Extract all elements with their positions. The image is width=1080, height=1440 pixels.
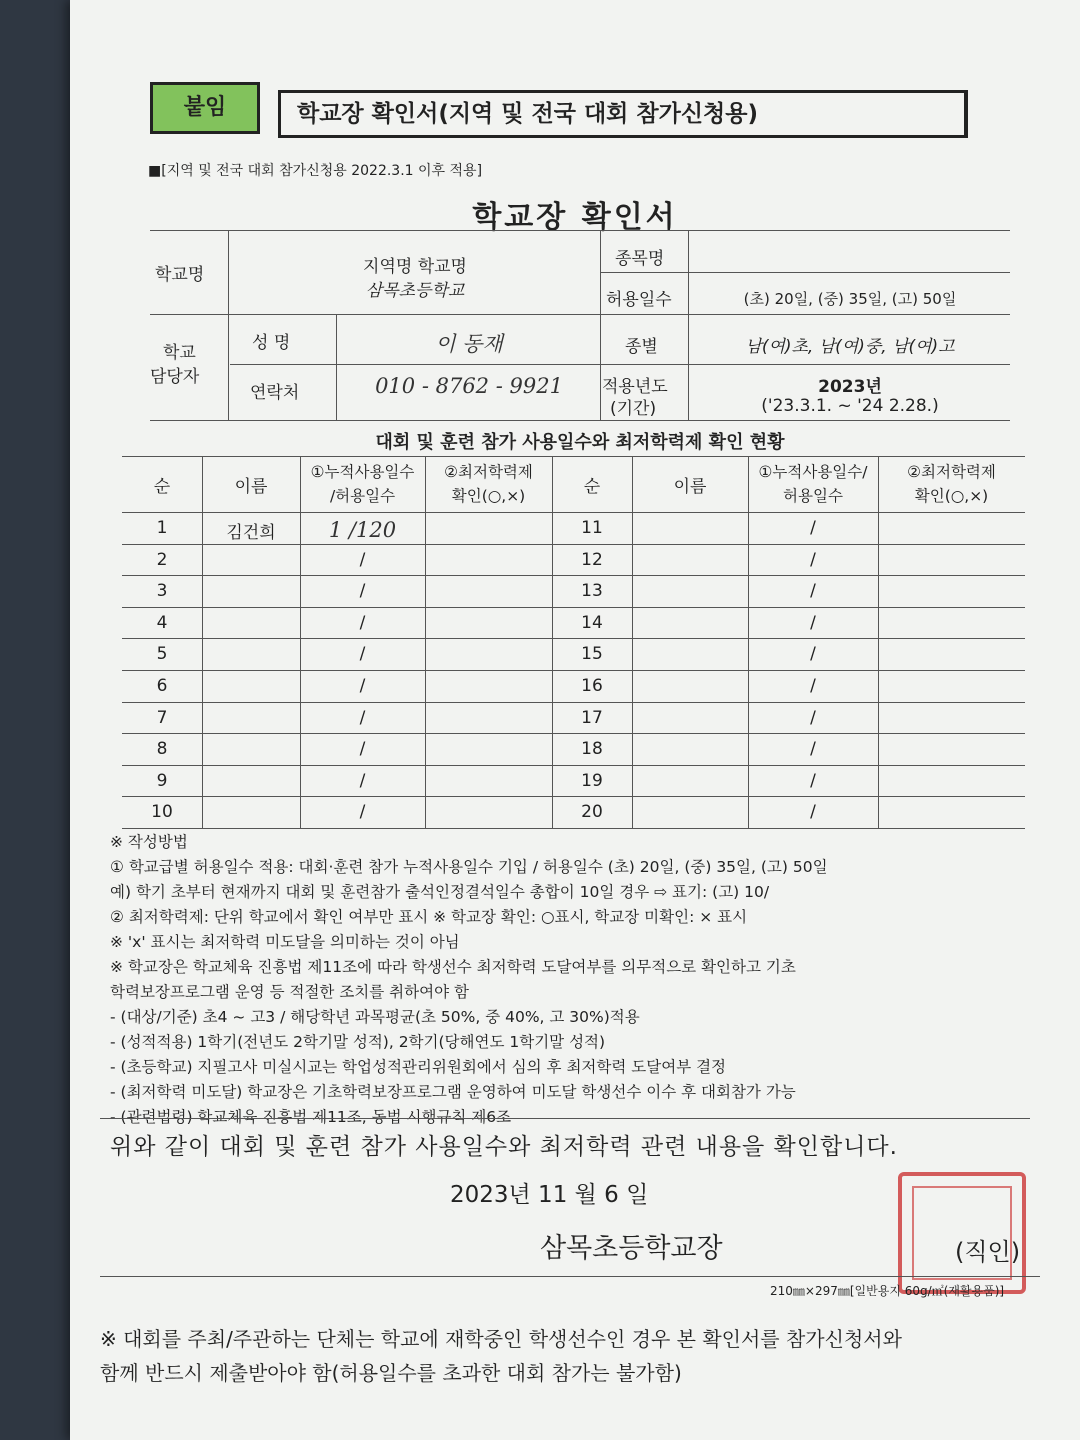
writing-notes bbox=[110, 830, 1070, 1130]
table-column-divider bbox=[878, 456, 879, 828]
info-border-event bbox=[600, 272, 1010, 273]
note-line: - (최저학력 미도달) 학교장은 기초학력보장프로그램 운영하여 미도달 학생선수 이수 후 대회참가 가능 bbox=[110, 1083, 796, 1101]
table-row-days: / bbox=[810, 612, 816, 633]
school-hint: 지역명 학교명 bbox=[363, 257, 467, 277]
table-header-cell: ②최저학력제 bbox=[907, 463, 996, 481]
document-title: 학교장 확인서 bbox=[472, 200, 678, 235]
table-row-days: 1 /120 bbox=[328, 518, 397, 542]
table-row-number: 15 bbox=[581, 644, 603, 665]
phone-value: 010 - 8762 - 9921 bbox=[375, 374, 563, 398]
table-row-number: 9 bbox=[156, 770, 168, 791]
table-header-cell: 허용일수 bbox=[783, 487, 843, 505]
table-row-days: / bbox=[810, 707, 816, 728]
table-header-cell: ②최저학력제 bbox=[444, 463, 533, 481]
table-row-number: 4 bbox=[156, 612, 168, 633]
principal-name: 삼목초등학교장 bbox=[540, 1233, 723, 1264]
table-row-number: 1 bbox=[156, 518, 168, 538]
table-header-cell: 이름 bbox=[234, 477, 268, 497]
info-border-contact bbox=[230, 364, 1010, 365]
table-row-number: 12 bbox=[581, 549, 603, 570]
table-row-days: / bbox=[359, 549, 366, 570]
table-row-days: / bbox=[359, 770, 366, 791]
table-row-number: 13 bbox=[581, 581, 603, 602]
table-header-border bbox=[122, 512, 1025, 513]
name-label: 성 명 bbox=[252, 333, 291, 353]
table-row-border bbox=[122, 575, 1025, 576]
note-line: - (성적적용) 1학기(전년도 2학기말 성적), 2학기(당해연도 1학기말 성적) bbox=[110, 1033, 606, 1051]
table-row-number: 5 bbox=[156, 644, 168, 665]
note-line: - (초등학교) 지필고사 미실시교는 학업성적관리위원회에서 심의 후 최저학력 도달여부 결정 bbox=[110, 1058, 727, 1076]
table-row-number: 11 bbox=[581, 518, 603, 538]
table-row-number: 2 bbox=[156, 549, 168, 570]
info-divider-4 bbox=[688, 230, 689, 420]
note-line: ② 최저학력제: 단위 학교에서 확인 여부만 표시 ※ 학교장 확인: ○표시, 학교장 미확인: × 표시 bbox=[110, 908, 748, 926]
info-divider-2 bbox=[336, 314, 337, 420]
name-value: 이 동재 bbox=[435, 332, 503, 356]
table-row-days: / bbox=[359, 581, 366, 602]
section-title: 대회 및 훈련 참가 사용일수와 최저학력제 확인 현황 bbox=[375, 432, 785, 453]
school-label: 학교명 bbox=[155, 265, 205, 285]
allowed-days-label: 허용일수 bbox=[606, 290, 672, 310]
table-row-border bbox=[122, 828, 1025, 829]
table-row-days: / bbox=[810, 676, 816, 696]
info-border-mid bbox=[150, 314, 1010, 315]
table-row-number: 8 bbox=[156, 739, 168, 760]
info-border-top bbox=[150, 230, 1010, 231]
seal-label: (직인) bbox=[955, 1238, 1021, 1266]
table-header-cell: 순 bbox=[153, 477, 171, 497]
table-row-border bbox=[122, 607, 1025, 608]
note-line: ※ 작성방법 bbox=[110, 833, 188, 851]
period-value: ('23.3.1. ~ '24 2.28.) bbox=[761, 396, 939, 416]
table-header-cell: 확인(○,×) bbox=[451, 487, 526, 505]
note-line: - (관련법령) 학교체육 진흥법 제11조, 동법 시행규칙 제6조 bbox=[110, 1108, 512, 1126]
gender-label: 종별 bbox=[625, 337, 658, 357]
gender-value: 남(여)초, 남(여)중, 남(여)고 bbox=[745, 337, 955, 357]
table-row-border bbox=[122, 702, 1025, 703]
table-row-number: 10 bbox=[151, 802, 173, 823]
table-header-cell: ①누적사용일수/ bbox=[758, 463, 868, 481]
issue-date: 2023년 11 월 6 일 bbox=[450, 1182, 649, 1208]
table-row-number: 18 bbox=[581, 739, 603, 760]
note-line: - (대상/기준) 초4 ~ 고3 / 해당학년 과목평균(초 50%, 중 40%, 고 30%)적용 bbox=[110, 1008, 640, 1026]
table-row-number: 19 bbox=[581, 770, 603, 791]
table-row-days: / bbox=[810, 802, 816, 823]
info-divider-3 bbox=[600, 230, 601, 420]
table-row-days: / bbox=[359, 739, 366, 760]
table-row-days: / bbox=[359, 676, 366, 696]
school-value: 삼목초등학교 bbox=[365, 281, 465, 301]
table-row-days: / bbox=[810, 581, 816, 602]
table-row-number: 7 bbox=[156, 707, 168, 728]
apply-note: ■[지역 및 전국 대회 참가신청용 2022.3.1 이후 적용] bbox=[148, 163, 483, 179]
phone-label: 연락처 bbox=[250, 383, 300, 403]
contact-label-2: 담당자 bbox=[150, 367, 200, 387]
table-row-days: / bbox=[810, 549, 816, 570]
note-line: ※ 'x' 표시는 최저학력 미도달을 의미하는 것이 아님 bbox=[110, 933, 460, 951]
table-row-border bbox=[122, 544, 1025, 545]
table-row-days: / bbox=[359, 707, 366, 728]
table-row-number: 14 bbox=[581, 612, 603, 633]
attachment-tag: 붙임 bbox=[150, 82, 260, 134]
table-header-cell: 이름 bbox=[673, 477, 707, 497]
footer-line: ※ 대회를 주최/주관하는 단체는 학교에 재학중인 학생선수인 경우 본 확인서를 참가신청서와 bbox=[100, 1327, 902, 1351]
year-value: 2023년 bbox=[818, 377, 882, 397]
table-row-days: / bbox=[810, 739, 816, 760]
table-header-cell: ①누적사용일수 bbox=[310, 463, 415, 481]
table-header-cell: 확인(○,×) bbox=[914, 487, 989, 505]
year-label-2: (기간) bbox=[610, 399, 657, 419]
table-row-number: 3 bbox=[156, 581, 168, 602]
table-column-divider bbox=[425, 456, 426, 828]
table-row-number: 16 bbox=[581, 676, 603, 696]
note-line: 학력보장프로그램 운영 등 적절한 조치를 취하여야 함 bbox=[110, 983, 469, 1001]
header-title: 학교장 확인서(지역 및 전국 대회 참가신청용) bbox=[278, 90, 968, 138]
table-row-days: / bbox=[359, 644, 366, 665]
note-line: 예) 학기 초부터 현재까지 대회 및 훈련참가 출석인정결석일수 총합이 10일 경우 ⇨ 표기: (고) 10/ bbox=[110, 883, 770, 901]
table-row-border bbox=[122, 796, 1025, 797]
footer-note bbox=[100, 1322, 902, 1390]
allowed-days-value: (초) 20일, (중) 35일, (고) 50일 bbox=[743, 290, 957, 308]
notes-divider bbox=[100, 1118, 1030, 1119]
table-row-number: 20 bbox=[581, 802, 603, 823]
info-divider-1 bbox=[228, 230, 229, 420]
table-row-number: 17 bbox=[581, 707, 603, 728]
table-row-days: / bbox=[359, 802, 366, 823]
table-row-border bbox=[122, 765, 1025, 766]
table-header-cell: 순 bbox=[583, 477, 601, 497]
bottom-divider bbox=[100, 1276, 1040, 1277]
paper-spec: 210㎜×297㎜[일반용지 60g/㎡(재활용품)] bbox=[770, 1284, 1005, 1298]
table-column-divider bbox=[202, 456, 203, 828]
document-paper bbox=[70, 0, 1080, 1440]
table-column-divider bbox=[632, 456, 633, 828]
table-row-border bbox=[122, 670, 1025, 671]
event-label: 종목명 bbox=[615, 249, 665, 269]
year-label-1: 적용년도 bbox=[602, 377, 668, 397]
table-row-days: / bbox=[359, 612, 366, 633]
table-row-days: / bbox=[810, 518, 816, 538]
table-row-name: 김건희 bbox=[226, 523, 276, 543]
table-border-top bbox=[122, 456, 1025, 457]
table-row-border bbox=[122, 638, 1025, 639]
table-row-number: 6 bbox=[156, 676, 168, 696]
table-row-days: / bbox=[810, 644, 816, 665]
table-header-cell: /허용일수 bbox=[329, 487, 396, 505]
confirmation-text: 위와 같이 대회 및 훈련 참가 사용일수와 최저학력 관련 내용을 확인합니다. bbox=[110, 1134, 898, 1160]
table-row-days: / bbox=[810, 770, 816, 791]
table-row-border bbox=[122, 733, 1025, 734]
footer-line: 함께 반드시 제출받아야 함(허용일수를 초과한 대회 참가는 불가함) bbox=[100, 1361, 682, 1385]
contact-label-1: 학교 bbox=[163, 343, 196, 363]
info-border-bottom bbox=[150, 420, 1010, 421]
note-line: ① 학교급별 허용일수 적용: 대회·훈련 참가 누적사용일수 기입 / 허용일수 (초) 20일, (중) 35일, (고) 50일 bbox=[110, 858, 828, 876]
note-line: ※ 학교장은 학교체육 진흥법 제11조에 따라 학생선수 최저학력 도달여부를 의무적으로 확인하고 기초 bbox=[110, 958, 796, 976]
